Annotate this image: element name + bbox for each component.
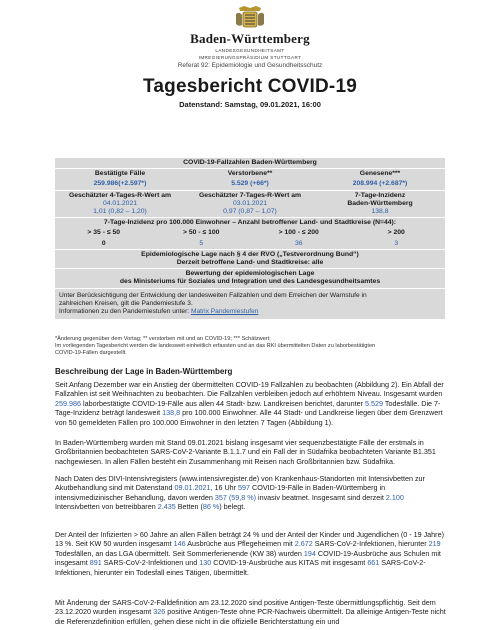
assessment-line-2: zahlreichen Kreisen, gilt die Pandemiestufe 3. — [59, 299, 193, 307]
p3-date: 09.01.2021 — [174, 483, 211, 493]
incidence-label-2: Baden-Württemberg — [347, 199, 413, 207]
box-title: COVID-19-Fallzahlen Baden-Württemberg — [183, 159, 317, 166]
p1-text-b: laborbestätigte COVID-19-Fälle aus allen 44 Stadt- bzw. Landkreisen berichtet, darunter — [80, 398, 366, 408]
p1-deaths: 5.529 — [365, 398, 384, 408]
p3-text-g: ) belegt. — [219, 502, 246, 512]
p3-beds-used: 2.100 — [385, 492, 404, 502]
paragraph-outbreaks — [55, 530, 447, 577]
coat-of-arms-icon — [233, 6, 267, 30]
bin-label-2: > 50 - ≤ 100 — [183, 229, 220, 237]
p3-text-a: Nach Daten des DIVI-Intensivregisters (www.intensivregister.de) von Krankenhaus-Standorten mit Intensivbetten zur Akutbehandlung sind mit Datenstand — [55, 474, 425, 493]
paragraph-case-summary — [55, 380, 447, 427]
section-title: Beschreibung der Lage in Baden-Württemberg — [55, 367, 233, 376]
p3-ventilated: 357 (59,8 %) — [214, 492, 256, 502]
state-title: Baden-Württemberg — [190, 31, 310, 46]
header — [0, 0, 500, 109]
eval-line-1: Bewertung der epidemiologischen Lage — [185, 270, 315, 278]
p4-text-c: SARS-CoV-2-Infektionen, hierunter — [312, 539, 429, 549]
p5-antigen-count: 326 — [153, 607, 166, 617]
bin-value-1: 0 — [101, 239, 106, 247]
p4-text-b: Ausbrüche aus Pflegeheimen mit — [185, 539, 295, 549]
p5-text-b: positive Antigen-Teste ohne PCR-Nachweis übermittelt. Da alleinige Antigen-Teste nicht die Referenzdefinition erfüllen, gehen diese nicht in die offizielle Berichterstattung ein und — [55, 607, 446, 626]
bin-label-4: > 200 — [387, 229, 405, 237]
r7-cell — [185, 191, 315, 218]
p3-occupancy: 86 % — [202, 502, 220, 512]
districts-title-row — [55, 217, 445, 228]
p4-school-infections: 891 — [89, 558, 102, 568]
bin-value-2: 5 — [199, 239, 204, 247]
p1-text-c: Todesfälle. Die 7-Tage-Inzidenz beträgt landesweit — [55, 398, 441, 418]
p4-kita-infections: 661 — [367, 558, 380, 568]
p4-nursing-deaths: 219 — [428, 539, 441, 549]
assessment-line-1: Unter Berücksichtigung der Entwicklung der landesweiten Fallzahlen und dem Erreichen der Warnstufe in — [59, 291, 367, 299]
report-date: Datenstand: Samstag, 09.01.2021, 16:00 — [179, 100, 321, 109]
p4-kita-outbreaks: 130 — [199, 558, 212, 568]
paragraph-antigen — [55, 598, 447, 626]
totals-label-row — [55, 168, 445, 179]
r4-label: Geschätzter 4-Tages-R-Wert am — [68, 191, 172, 199]
r7-date: 03.01.2021 — [232, 199, 268, 207]
p3-text-f: Betten ( — [175, 502, 203, 512]
p3-beds-total: 2.435 — [157, 502, 176, 512]
footnote-2: Im vorliegenden Tagesbericht werden die landesweit einheitlich erfassten und an das RKI übermittelten Daten zu laborbestätigten — [55, 343, 376, 349]
bin-label-1: > 35 - ≤ 50 — [87, 229, 121, 237]
epi-row — [55, 249, 445, 268]
p5-text-a: Mit Änderung der SARS-CoV-2-Falldefinition am 23.12.2020 sind positive Antigen-Teste übermittlungspflichtig. Seit dem 23.12.2020 wurden insgesamt — [55, 598, 436, 617]
assessment-prefix: Informationen zu den Pandemiestufen unter: — [59, 307, 191, 315]
epi-line-1: Epidemiologische Lage nach § 4 der RVO („Testverordnung Bund“) — [141, 250, 359, 258]
paragraph-icu — [55, 474, 447, 512]
footnotes — [55, 336, 445, 357]
epi-cell — [55, 250, 445, 268]
p3-text-d: invasiv beatmet. Insgesamt sind derzeit — [255, 492, 386, 502]
org-line-1: LANDESGESUNDHEITSAMT — [215, 48, 285, 53]
p4-text-a: Der Anteil der Infizierten > 60 Jahre an allen Fällen beträgt 24 % und der Anteil der Kinder und Jugendlichen (0 - 19 Jahre) 13 %. Seit KW 50 wurden insgesamt — [55, 530, 444, 549]
paragraph-variants: In Baden-Württemberg wurden mit Stand 09.01.2021 bislang insgesamt vier sequenzbestätigte Fälle der erstmals in Großbritannien beobachteten SARS-CoV-2-Variante B.1.1.7 und ein Fall der in Südafrika beobachteten Variante B1.351 nachgewiesen. In allen Fällen besteht ein Zusammenhang mit Reisen nach Großbritannien bzw. Südafrika. — [55, 438, 436, 466]
referat-line: Referat 92: Epidemiologie und Gesundheitsschutz — [177, 62, 323, 69]
assessment-row — [55, 288, 445, 319]
bin-value-4: 3 — [394, 239, 399, 247]
epi-line-2: Derzeit betroffene Land- und Stadtkreise: alle — [176, 259, 324, 267]
r4-date: 04.01.2021 — [102, 199, 138, 207]
eval-row — [55, 268, 445, 287]
district-bins-value-row — [55, 239, 445, 249]
org-line-2: IMREGIERUNGSPRÄSIDIUM STUTTGART — [198, 55, 302, 60]
bin-value-3: 36 — [294, 239, 303, 247]
bin-label-3: > 100 - ≤ 200 — [278, 229, 319, 237]
fallzahlen-box — [55, 158, 445, 319]
p4-text-g: COVID-19-Ausbrüche aus KITAS mit insgesamt — [211, 558, 368, 568]
deaths-label: Verstorbene** — [227, 170, 273, 178]
r7-label: Geschätzter 7-Tages-R-Wert am — [198, 191, 302, 199]
assessment-line-3 — [59, 308, 367, 316]
p1-cases: 259.986 — [55, 398, 81, 408]
eval-line-2: des Ministeriums für Soziales und Integration und des Landesgesundheitsamtes — [119, 278, 381, 286]
p1-text-d: pro 100.000 Einwohner. Alle 44 Stadt- und Landkreise liegen über dem Grenzwert von 50 gemeldeten Fällen pro 100.000 Einwohner in den letzten 7 Tagen (Abbildung 1). — [55, 408, 443, 427]
deaths-value: 5.529 (+66*) — [231, 180, 269, 188]
assessment-cell — [55, 289, 371, 319]
footnote-3: COVID-19-Fällen dargestellt. — [55, 350, 127, 356]
recovered-value: 208.994 (+2.687*) — [352, 180, 408, 188]
p4-nursing-outbreaks: 146 — [173, 539, 186, 549]
district-bins-label-row — [55, 228, 445, 238]
p3-icu-cases: 597 — [238, 483, 251, 493]
r4-value: 1,01 (0,82 – 1,20) — [93, 208, 147, 216]
eval-cell — [55, 269, 445, 287]
cases-label: Bestätigte Fälle — [94, 170, 146, 178]
p3-text-c: COVID-19-Fälle in Baden-Württemberg in intensivmedizinischer Behandlung, davon werden — [55, 483, 386, 502]
r4-cell — [55, 191, 185, 218]
r7-value: 0,97 (0,87 – 1,07) — [223, 208, 277, 216]
incidence-value: 138,8 — [371, 208, 389, 216]
p4-school-outbreaks: 194 — [303, 548, 316, 558]
r-value-row — [55, 190, 445, 218]
p1-incidence: 138,8 — [162, 408, 181, 418]
incidence-cell — [315, 191, 445, 218]
recovered-label: Genesene*** — [359, 170, 401, 178]
cases-value: 259.986(+2.597*) — [93, 180, 147, 188]
p1-text-a: Seit Anfang Dezember war ein Anstieg der übermittelten COVID-19 Fallzahlen zu beobachten (Abbildung 2). Ein Abfall der Fallzahlen ist seit Weihnachten zu beobachten. Die Fallzahlen verbleiben jedoch auf erhöhtem Niveau. Insgesamt wurden — [55, 380, 444, 399]
report-title: Tagesbericht COVID-19 — [143, 76, 357, 97]
p4-nursing-infections: 2.672 — [294, 539, 313, 549]
p4-text-f: SARS-CoV-2-Infektionen und — [101, 558, 200, 568]
p4-text-d: Todesfällen, an das LGA übermittelt. Seit Sommerferienende (KW 38) wurden — [55, 548, 304, 558]
p4-text-e: COVID-19-Ausbrüche aus Schulen mit insgesamt — [55, 548, 441, 568]
districts-title: 7-Tage-Inzidenz pro 100.000 Einwohner – Anzahl betroffener Land- und Stadtkreise (N=44): — [103, 219, 397, 227]
footnote-1: *Änderung gegenüber dem Vortag; ** verstorben mit und an COVID-19; *** Schätzwert; — [55, 336, 271, 342]
p4-text-h: SARS-CoV-2-Infektionen, hierunter ein Todesfall eines Tätigen, übermittelt. — [55, 558, 426, 577]
p3-text-b: , 16 Uhr — [210, 483, 239, 493]
incidence-label-1: 7-Tage-Inzidenz — [354, 191, 406, 199]
matrix-pandemiestufen-link[interactable]: Matrix Pandemiestufen — [190, 307, 259, 315]
totals-value-row — [55, 179, 445, 189]
p3-text-e: Intensivbetten von betreibbaren — [55, 502, 158, 512]
